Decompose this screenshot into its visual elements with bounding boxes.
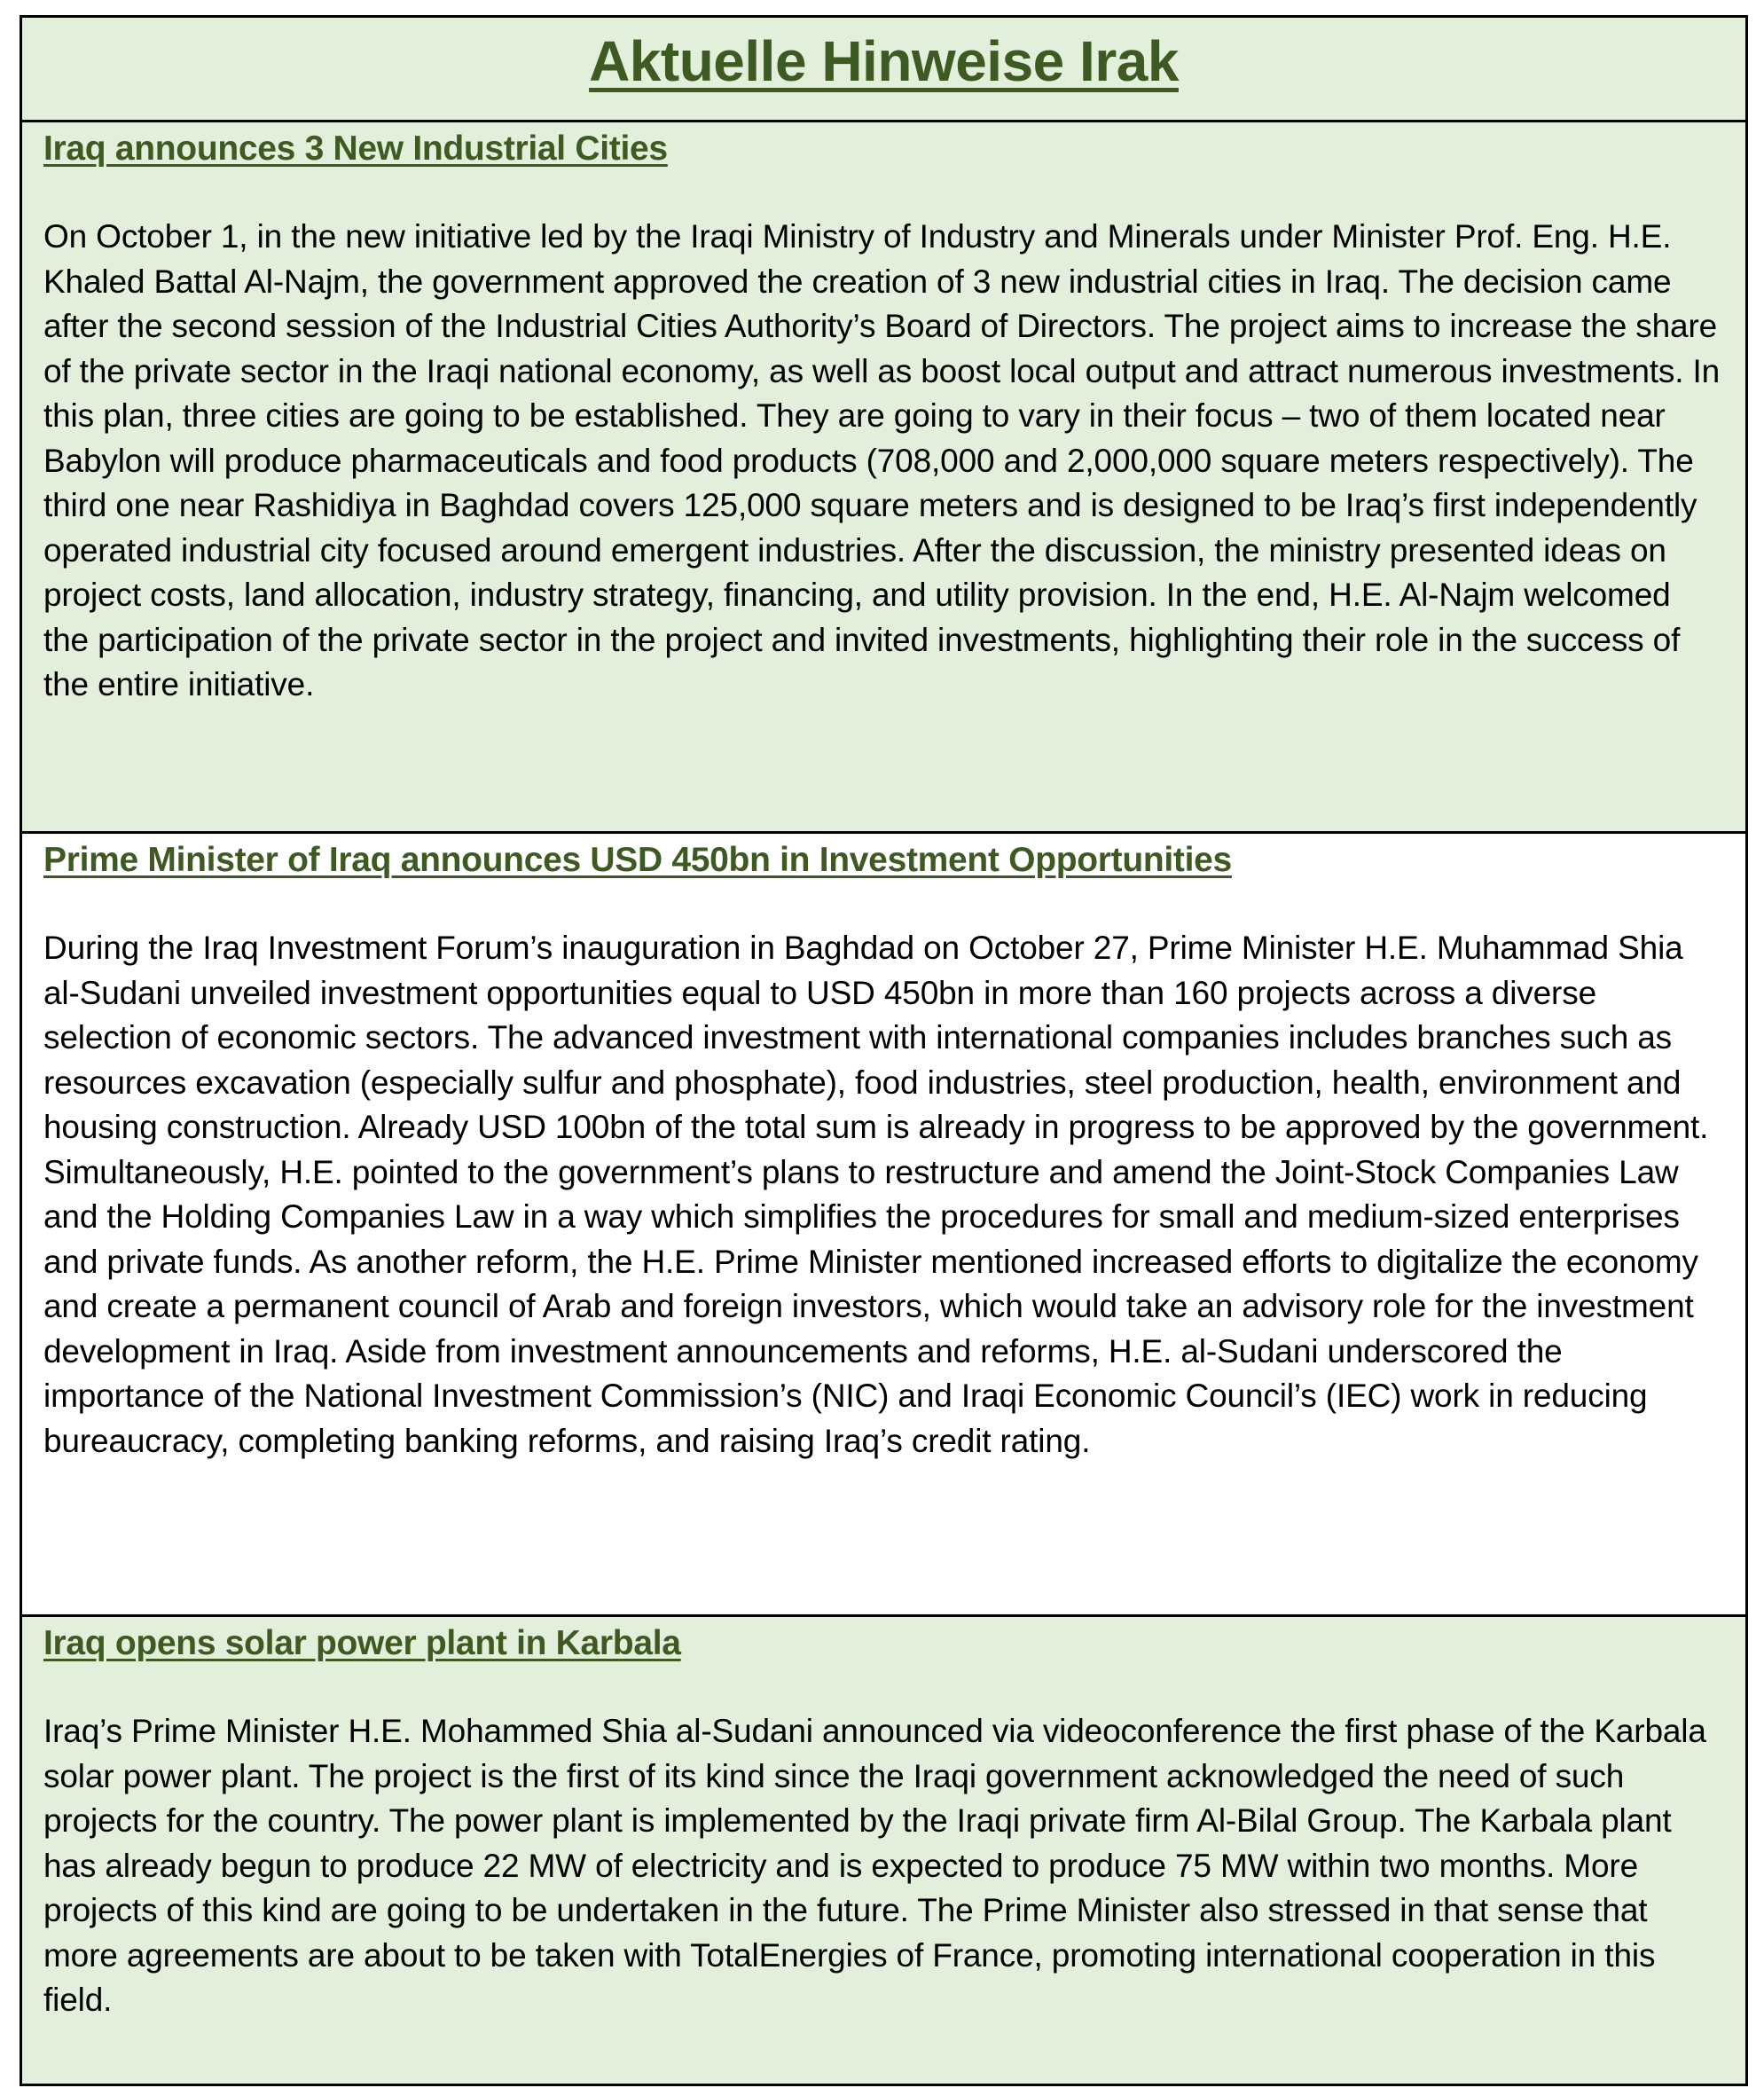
section-heading: Iraq announces 3 New Industrial Cities xyxy=(43,130,668,168)
section-body: On October 1, in the new initiative led by the Iraqi Ministry of Industry and Minerals under Minister Prof. Eng. H.E. Khaled Battal Al-Najm, the government approved the creation of 3 new industrial cities in Iraq. The decision came after the second session of the Industrial Cities Authority’s Board of Directors. The project aims to increase the share of the private sector in the Iraqi national economy, as well as boost local output and attract numerous investments. In this plan, three cities are going to be established. They are going to vary in their focus – two of them located near Babylon will produce pharmaceuticals and food products (708,000 and 2,000,000 square meters respectively). The third one near Rashidiya in Baghdad covers 125,000 square meters and is designed to be Iraq’s first independently operated industrial city focused around emergent industries. After the discussion, the ministry presented ideas on project costs, land allocation, industry strategy, financing, and utility provision. In the end, H.E. Al-Najm welcomed the participation of the private sector in the project and invited investments, highlighting their role in the success of the entire initiative. xyxy=(43,218,1721,703)
title-row xyxy=(22,18,1745,120)
document-title: Aktuelle Hinweise Irak xyxy=(589,29,1179,93)
news-table xyxy=(20,15,1748,2086)
news-section-investment-opportunities xyxy=(22,831,1745,1614)
section-heading: Iraq opens solar power plant in Karbala xyxy=(43,1624,681,1662)
section-heading: Prime Minister of Iraq announces USD 450bn in Investment Opportunities xyxy=(43,841,1232,879)
section-body: During the Iraq Investment Forum’s inauguration in Baghdad on October 27, Prime Minister H.E. Muhammad Shia al-Sudani unveiled investment opportunities equal to USD 450bn in more than 160 projects across a diverse selection of economic sectors. The advanced investment with international companies includes branches such as resources excavation (especially sulfur and phosphate), food industries, steel production, health, environment and housing construction. Already USD 100bn of the total sum is already in progress to be approved by the government. Simultaneously, H.E. pointed to the government’s plans to restructure and amend the Joint-Stock Companies Law and the Holding Companies Law in a way which simplifies the procedures for small and medium-sized enterprises and private funds. As another reform, the H.E. Prime Minister mentioned increased efforts to digitalize the economy and create a permanent council of Arab and foreign investors, which would take an advisory role for the investment development in Iraq. Aside from investment announcements and reforms, H.E. al-Sudani underscored the importance of the National Investment Commission’s (NIC) and Iraqi Economic Council’s (IEC) work in reducing bureaucracy, completing banking reforms, and raising Iraq’s credit rating. xyxy=(43,930,1709,1459)
news-section-industrial-cities xyxy=(22,120,1745,831)
news-section-solar-plant xyxy=(22,1614,1745,2084)
section-body: Iraq’s Prime Minister H.E. Mohammed Shia al-Sudani announced via videoconference the first phase of the Karbala solar power plant. The project is the first of its kind since the Iraqi government acknowledged the need of such projects for the country. The power plant is implemented by the Iraqi private firm Al-Bilal Group. The Karbala plant has already begun to produce 22 MW of electricity and is expected to produce 75 MW within two months. More projects of this kind are going to be undertaken in the future. The Prime Minister also stressed in that sense that more agreements are about to be taken with TotalEnergies of France, promoting international cooperation in this field. xyxy=(43,1713,1706,2018)
